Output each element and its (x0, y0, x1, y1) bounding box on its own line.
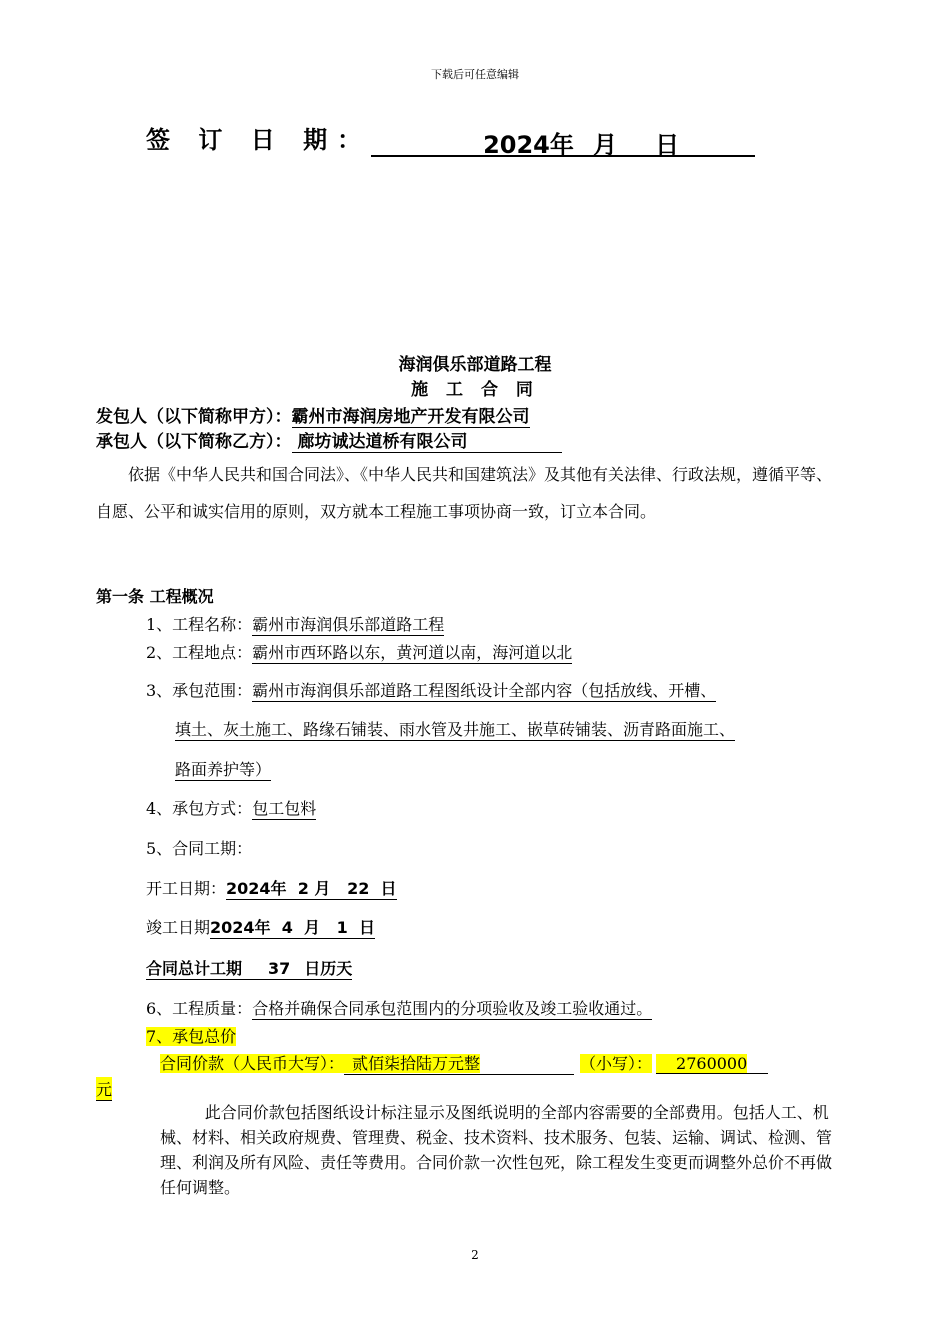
total-period-label: 合同总计工期 (146, 959, 243, 978)
end-date-label: 竣工日期 (146, 918, 211, 937)
sign-date-label: 签 订 日 期： (146, 126, 372, 154)
price-heading-wrap (146, 1024, 236, 1047)
price-unit: 元 (96, 1077, 112, 1101)
sign-date-year: 2024年 (483, 131, 574, 159)
scope-line3-wrap (175, 757, 271, 781)
project-name-value: 霸州市海润俱乐部道路工程 (252, 612, 444, 636)
intro-paragraph: 依据《中华人民共和国合同法》、《中华人民共和国建筑法》及其他有关法律、行政法规，遵循平等、自愿、公平和诚实信用的原则，双方就本工程施工事项协商一致，订立本合同。 (96, 465, 833, 521)
start-date (146, 876, 397, 900)
party-b-label: 承包人（以下简称乙方）： (96, 432, 292, 452)
quality-value: 合格并确保合同承包范围内的分项验收及竣工验收通过。 (252, 996, 652, 1020)
price-upper-box (344, 1051, 574, 1075)
period-label: 5、合同工期： (146, 839, 253, 858)
party-a (96, 402, 530, 428)
start-date-label: 开工日期： (146, 879, 227, 898)
contract-subtitle: 施 工 合 同 (411, 380, 539, 400)
end-date (146, 915, 375, 939)
item-project-name (146, 612, 444, 636)
price-unit-wrap (96, 1077, 112, 1101)
sign-date (146, 120, 755, 159)
price-lower-value: 2760000 (656, 1054, 747, 1073)
scope-line1: 霸州市海润俱乐部道路工程图纸设计全部内容（包括放线、开槽、 (252, 678, 716, 702)
item-quality (146, 996, 652, 1020)
project-site-value: 霸州市西环路以东，黄河道以南，海河道以北 (252, 640, 572, 664)
total-period-unit: 日历天 (304, 959, 353, 978)
scope-line3: 路面养护等） (175, 757, 271, 781)
scope-label: 3、承包范围： (146, 681, 253, 700)
price-upper-label: 合同价款（人民币大写）： (160, 1054, 345, 1073)
price-description: 此合同价款包括图纸设计标注显示及图纸说明的全部内容需要的全部费用。包括人工、机械、材料、相关政府规费、管理费、税金、技术资料、技术服务、包装、运输、调试、检测、管理、利润及所有风险、责任等费用。合同价款一次性包死，除工程发生变更而调整外总价不再做任何调整。 (160, 1103, 833, 1197)
mode-value: 包工包料 (252, 796, 316, 820)
scope-line2: 填土、灰土施工、路缘石铺装、雨水管及井施工、嵌草砖铺装、沥青路面施工、 (175, 717, 735, 741)
party-b-name: 廊坊诚达道桥有限公司 (292, 427, 562, 453)
sign-date-day: 日 (655, 131, 680, 159)
item-contract-mode (146, 796, 316, 820)
party-b (96, 427, 562, 453)
sign-date-month: 月 (593, 131, 618, 159)
price-lower-box (656, 1054, 768, 1074)
contract-title: 海润俱乐部道路工程 (398, 355, 552, 375)
item-project-site (146, 640, 572, 664)
project-site-label: 2、工程地点： (146, 643, 253, 662)
price-heading: 7、承包总价 (146, 1027, 237, 1046)
page-number: 2 (471, 1248, 479, 1262)
sign-date-line (371, 125, 755, 157)
total-period (146, 956, 352, 980)
start-date-value: 2024年 2 月 22 日 (226, 876, 397, 900)
price-lower-label: （小写）： (580, 1054, 653, 1073)
item-scope (146, 678, 716, 702)
quality-label: 6、工程质量： (146, 999, 253, 1018)
price-line (160, 1051, 768, 1075)
project-name-label: 1、工程名称： (146, 615, 253, 634)
header-note: 下载后可任意编辑 (431, 68, 519, 81)
scope-line2-wrap (175, 717, 735, 741)
party-a-name: 霸州市海润房地产开发有限公司 (292, 402, 530, 428)
party-a-label: 发包人（以下简称甲方）： (96, 407, 292, 427)
article1-heading: 第一条 工程概况 (96, 587, 214, 606)
end-date-value: 2024年 4 月 1 日 (210, 915, 375, 939)
total-period-line (146, 956, 352, 980)
total-period-value: 37 (268, 959, 291, 978)
mode-label: 4、承包方式： (146, 799, 253, 818)
price-upper-value: 贰佰柒拾陆万元整 (344, 1054, 480, 1073)
